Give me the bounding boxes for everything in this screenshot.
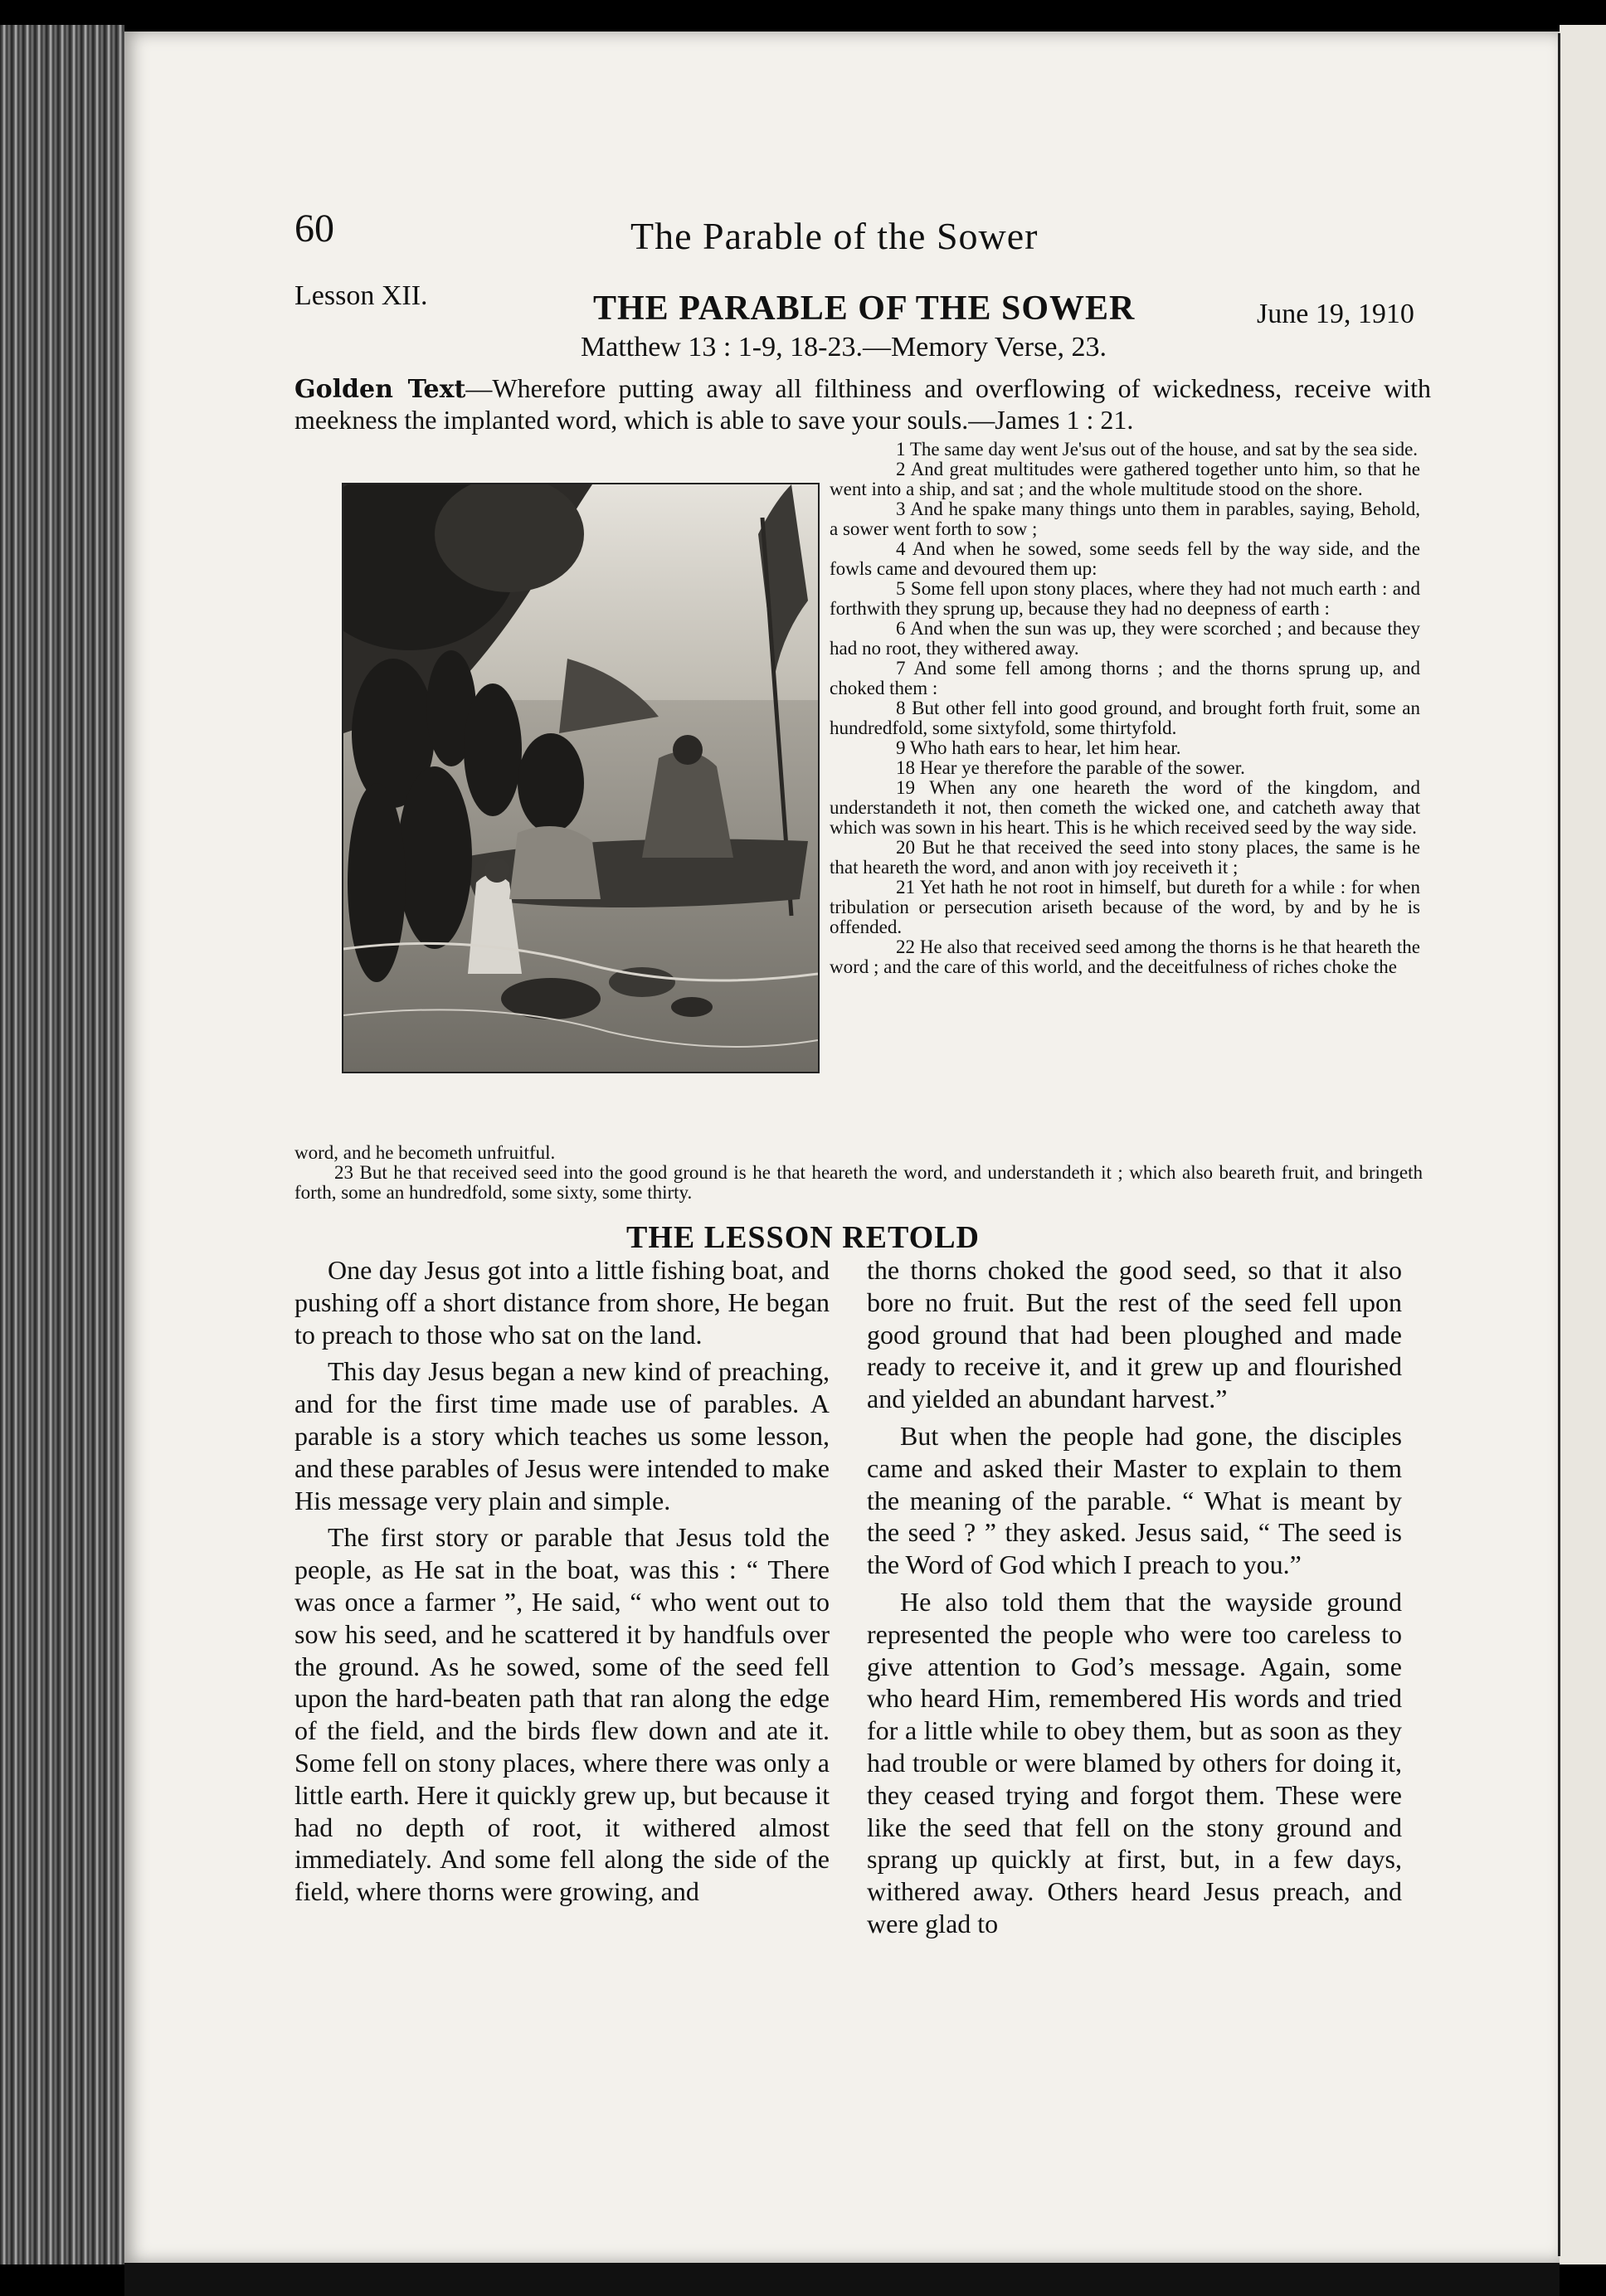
verse: 1 The same day went Je'sus out of the house, and sat by the sea side. [896, 439, 1419, 460]
retold-paragraph: He also told them that the wayside ground represented the people who were too careless to give attention to God’s message. Again, some who heard Him, remembered His words and tried for a little while to obey them, but as soon as they had trouble or were blamed by others for doing it, they ceased trying and forgot them. These were like the seed that fell on the stony ground and sprang up quickly at first, but, in a few days, withered away. Others heard Jesus preach, and were glad to [867, 1586, 1402, 1938]
retold-paragraph: One day Jesus got into a little fishing boat, and pushing off a short distance from shore, He began to preach to those who sat on the land. [294, 1255, 830, 1350]
verse: word, and he becometh unfruitful. [294, 1142, 556, 1163]
verse: 20 But he that received the seed into stony places, the same is he that heareth the word, and anon with joy receiveth it ; [830, 837, 1420, 878]
retold-paragraph: But when the people had gone, the disciples came and asked their Master to explain to them the meaning of the parable. “ What is meant by the seed ? ” they asked. Jesus said, “ The seed is the Word of God which I preach to you.” [867, 1420, 1402, 1580]
bottom-scan-edge [124, 2263, 1560, 2296]
verse: 19 When any one heareth the word of the kingdom, and understandeth it not, then cometh the wicked one, and catcheth away that which was sown in his heart. This is he which received seed by the way side. [830, 777, 1420, 838]
facing-page-strip [1560, 25, 1606, 2264]
golden-text-body: —Wherefore putting away all filthiness and overflowing of wickedness, receive with meekness the implanted word, which is able to save your souls.—James 1 : 21. [294, 373, 1431, 435]
verse: 21 Yet hath he not root in himself, but dureth for a while : for when tribulation or persecution ariseth because of the word, by and by he is offended. [830, 877, 1420, 937]
lesson-title: THE PARABLE OF THE SOWER [593, 289, 1136, 328]
verse: 3 And he spake many things unto them in parables, saying, Behold, a sower went forth to sow ; [830, 499, 1420, 539]
lesson-date: June 19, 1910 [1257, 299, 1414, 329]
verse: 5 Some fell upon stony places, where they had not much earth : and forthwith they sprung up, because they had no deepness of earth : [830, 578, 1420, 619]
page-number: 60 [294, 207, 334, 251]
verse: 2 And great multitudes were gathered together unto him, so that he went into a ship, and sat ; and the whole multitude stood on the shore. [830, 459, 1420, 499]
verse: 18 Hear ye therefore the parable of the sower. [896, 757, 1245, 778]
verse: 8 But other fell into good ground, and brought forth fruit, some an hundredfold, some sixtyfold, some thirtyfold. [830, 698, 1420, 738]
lesson-label: Lesson XII. [294, 280, 428, 311]
book-page-edges [0, 25, 124, 2264]
retold-right-column [867, 1254, 1402, 1945]
golden-text [294, 373, 1431, 435]
sower-illustration [342, 483, 820, 1073]
retold-heading: THE LESSON RETOLD [625, 1220, 980, 1255]
retold-paragraph: The first story or parable that Jesus told the people, as He sat in the boat, was this : “ There was once a farmer ”, He said, “ who went out to sow his seed, and he scattered it by handfuls over the ground. As he sowed, some of the seed fell upon the hard-beaten path that ran along the edge of the field, and the birds flew down and ate it. Some fell on stony places, where there was only a little earth. Here it quickly grew up, but because it had no depth of root, it withered almost immediately. And some fell along the side of the field, where thorns were growing, and [294, 1522, 830, 1907]
verse: 23 But he that received seed into the good ground is he that heareth the word, and understandeth it ; which also beareth fruit, and bringeth forth, some an hundredfold, some sixty, some thirty. [294, 1162, 1423, 1203]
scripture-verses [830, 440, 1420, 977]
verse: 6 And when the sun was up, they were scorched ; and because they had no root, they withered away. [830, 618, 1420, 659]
verse: 22 He also that received seed among the thorns is he that heareth the word ; and the care of this world, and the deceitfulness of riches choke the [830, 936, 1420, 977]
scripture-reference: Matthew 13 : 1-9, 18-23.—Memory Verse, 23. [581, 332, 1107, 362]
verse: 7 And some fell among thorns ; and the thorns sprung up, and choked them : [830, 658, 1420, 698]
page-gutter-line [1558, 33, 1560, 2256]
retold-left-column [294, 1254, 830, 1913]
verse: 9 Who hath ears to hear, let him hear. [896, 737, 1181, 758]
golden-text-label: Golden Text [294, 375, 466, 404]
running-title: The Parable of the Sower [630, 215, 1039, 257]
retold-paragraph: This day Jesus began a new kind of preaching, and for the first time made use of parables. A parable is a story which teaches us some lesson, and these parables of Jesus were intended to make His message very plain and simple. [294, 1356, 830, 1515]
scripture-verses-continued [294, 1143, 1423, 1203]
retold-paragraph: the thorns choked the good seed, so that it also bore no fruit. But the rest of the seed fell upon good ground that had been ploughed and made ready to receive it, and it grew up and flourished and yielded an abundant harvest.” [867, 1255, 1402, 1414]
verse: 4 And when he sowed, some seeds fell by the way side, and the fowls came and devoured them up: [830, 538, 1420, 579]
